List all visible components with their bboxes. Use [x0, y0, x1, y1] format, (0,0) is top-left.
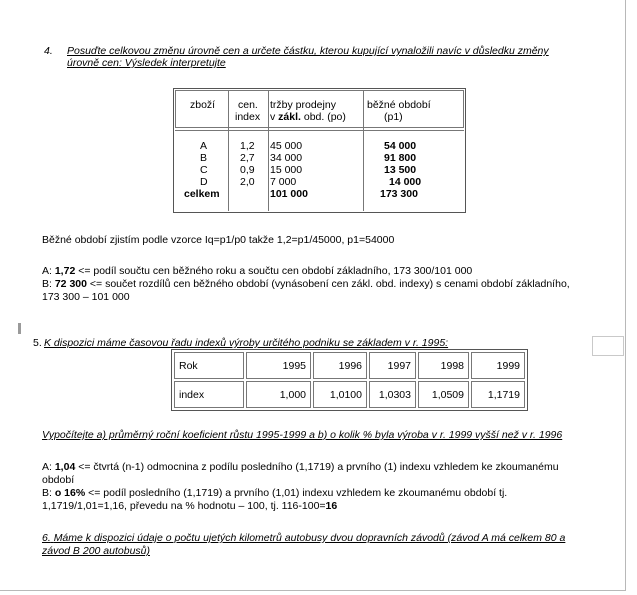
q6-line1: 6. Máme k dispozici údaje o počtu ujetých kilometrů autobusy dvou dopravních závodů (závod A má celkem 80 a — [42, 532, 566, 544]
row-c-index: 0,9 — [240, 164, 255, 176]
total-current: 173 300 — [380, 188, 418, 200]
q5-number: 5. — [33, 337, 42, 349]
margin-box — [592, 336, 624, 356]
table-cell: 1,0100 — [313, 381, 367, 408]
col-divider — [363, 90, 364, 211]
table-cell: 1,0303 — [369, 381, 416, 408]
row-b-goods: B — [200, 152, 208, 164]
row-d-current: 14 000 — [389, 176, 422, 188]
q4-line1: Posuďte celkovou změnu úrovně cen a určete částku, kterou kupující vynaložili navíc v důsledku změny — [67, 45, 549, 57]
row-d-goods: D — [200, 176, 208, 188]
table-cell: Rok — [174, 352, 244, 379]
row-a-current: 54 000 — [384, 140, 417, 152]
header-sales-l2: v zákl. obd. (po) — [270, 111, 346, 123]
total-goods: celkem — [184, 188, 220, 200]
margin-marker — [18, 323, 21, 334]
q6-line2: závod B 200 autobusů) — [42, 545, 150, 557]
answer5-b-line2: 1,1719/1,01=1,16, převedu na % hodnotu – 100, tj. 116-100=16 — [42, 500, 338, 512]
q5-task: Vypočítejte a) průměrný roční koeficient růstu 1995-1999 a b) o kolik % byla výroba v r. 1999 vyšší než v r. 1996 — [42, 429, 563, 441]
table-cell: 1,000 — [246, 381, 311, 408]
row-b-current: 91 800 — [384, 152, 417, 164]
answer-a: A: 1,72 <= podíl součtu cen běžného roku a součtu cen období základního, 173 300/101 000 — [42, 265, 473, 277]
row-c-goods: C — [200, 164, 208, 176]
col-divider — [228, 90, 229, 211]
q5-text: K dispozici máme časovou řadu indexů výroby určitého podniku se základem v r. 1995: — [44, 337, 449, 349]
table-row — [174, 381, 525, 408]
table-cell: 1999 — [471, 352, 525, 379]
table-cell: index — [174, 381, 244, 408]
table-cell: 1997 — [369, 352, 416, 379]
answer5-a-line2: období — [42, 474, 75, 486]
table-cell: 1,1719 — [471, 381, 525, 408]
table-row — [174, 352, 525, 379]
table-cell: 1995 — [246, 352, 311, 379]
q4-number: 4. — [44, 45, 53, 57]
formula-paragraph: Běžné období zjistím podle vzorce Iq=p1/p0 takže 1,2=p1/45000, p1=54000 — [42, 234, 395, 246]
row-b-sales: 34 000 — [270, 152, 303, 164]
index-table — [171, 349, 528, 411]
header-index-l2: index — [235, 111, 261, 123]
row-b-index: 2,7 — [240, 152, 255, 164]
row-c-current: 13 500 — [384, 164, 417, 176]
header-current-l1: běžné období — [367, 99, 431, 111]
table-cell: 1998 — [418, 352, 469, 379]
total-sales: 101 000 — [270, 188, 308, 200]
answer5-a: A: 1,04 <= čtvrtá (n-1) odmocnina z podílu posledního (1,1719) a prvního (1) indexu vzhledem ke zkoumanému — [42, 461, 559, 473]
row-a-sales: 45 000 — [270, 140, 303, 152]
row-c-sales: 15 000 — [270, 164, 303, 176]
table-cell: 1996 — [313, 352, 367, 379]
row-a-goods: A — [200, 140, 208, 152]
answer-b: B: 72 300 <= součet rozdílů cen běžného období (vynásobení cen zákl. obd. indexy) s cenami období základního, — [42, 278, 570, 290]
table-cell: 1,0509 — [418, 381, 469, 408]
header-current-l2: (p1) — [384, 111, 403, 123]
q4-line2: úrovně cen: Výsledek interpretujte — [67, 57, 226, 69]
col-divider — [268, 90, 269, 211]
row-d-sales: 7 000 — [270, 176, 297, 188]
header-index-l1: cen. — [238, 99, 258, 111]
sales-table — [173, 88, 466, 213]
sales-table-divider — [175, 130, 464, 131]
answer-b-line2: 173 300 – 101 000 — [42, 291, 130, 303]
row-a-index: 1,2 — [240, 140, 255, 152]
header-goods: zboží — [190, 99, 216, 111]
answer5-b: B: o 16% <= podíl posledního (1,1719) a prvního (1,01) indexu vzhledem ke zkoumanému období tj. — [42, 487, 508, 499]
row-d-index: 2,0 — [240, 176, 255, 188]
header-sales-l1: tržby prodejny — [270, 99, 336, 111]
